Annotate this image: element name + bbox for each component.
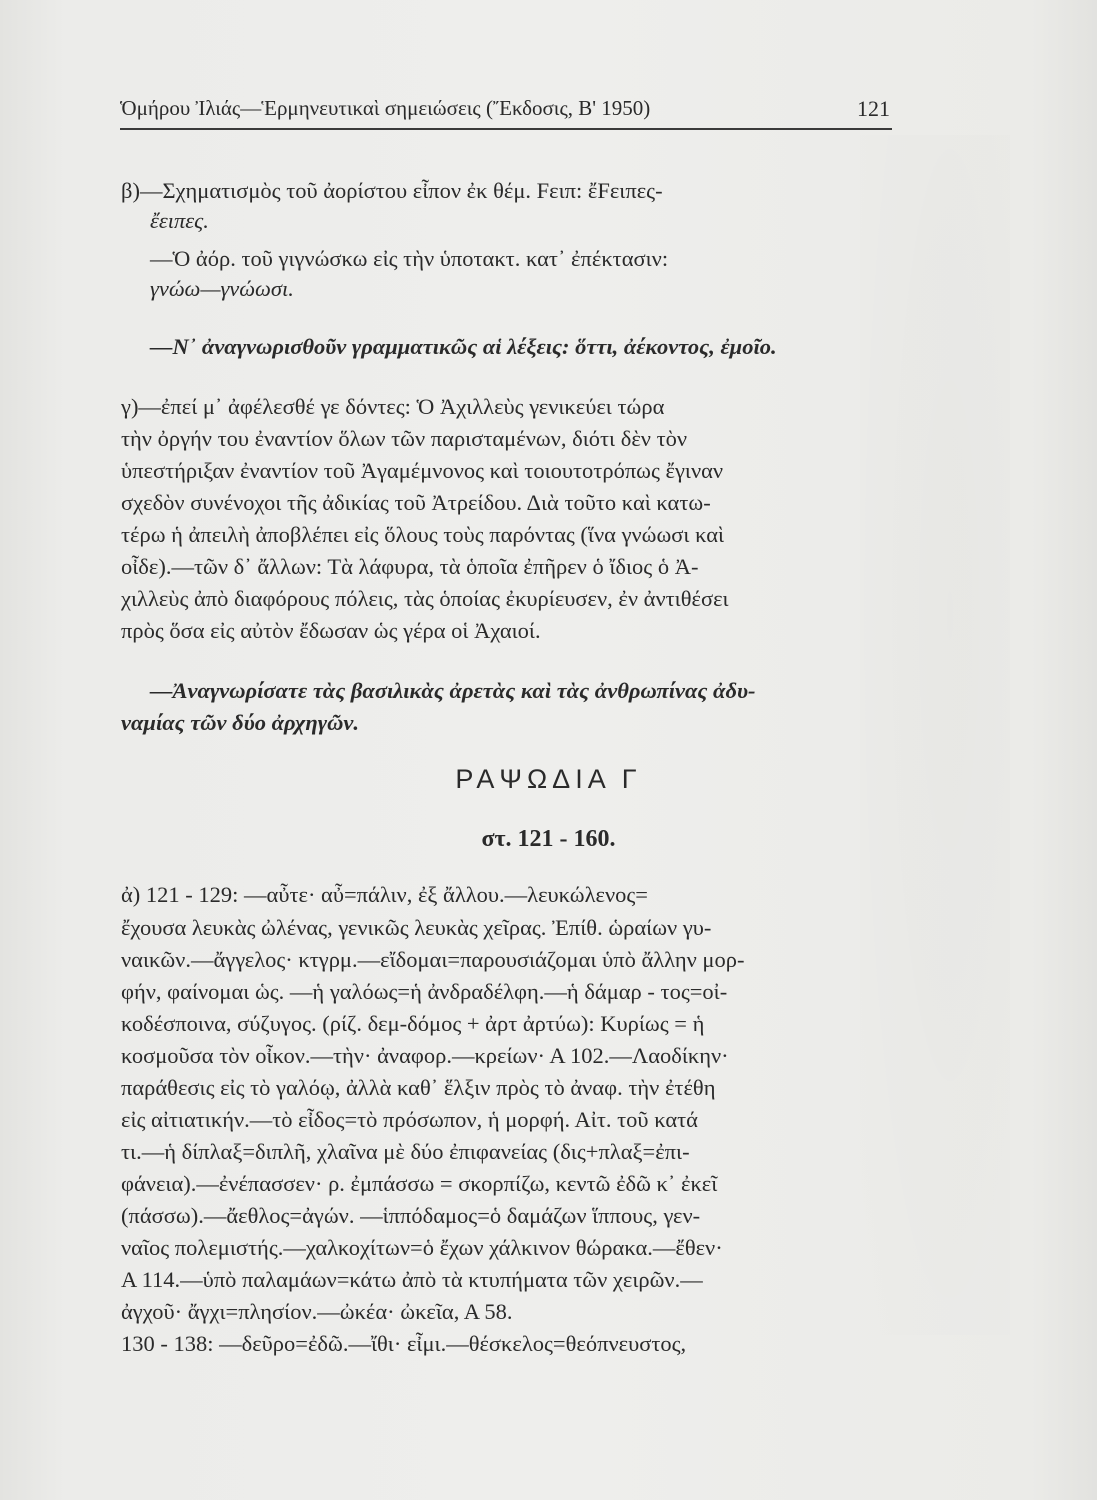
text-line: τι.—ἡ δίπλαξ=διπλῆ, χλαῖνα μὲ δύο ἐπιφανείας (δις+πλαξ=ἐπι-	[121, 1139, 690, 1164]
text-line: ἀ) 121 - 129: —αὖτε· αὖ=πάλιν, ἐξ ἄλλου.—λευκώλενος=	[121, 882, 648, 907]
text-line: χιλλεὺς ἀπὸ διαφόρους πόλεις, τὰς ὁποίας ἐκυρίευσεν, ἐν ἀντιθέσει	[121, 586, 729, 611]
text-line: ναικῶν.—ἄγγελος· κτγρμ.—εἴδομαι=παρουσιάζομαι ὑπὸ ἄλλην μορ-	[121, 947, 745, 972]
text-line: φήν, φαίνομαι ὡς. —ἡ γαλόως=ἡ ἀνδραδέλφη.—ἡ δάμαρ - τος=οἰ-	[121, 979, 728, 1004]
text-line: οἶδε).—τῶν δ᾿ ἄλλων: Τὰ λάφυρα, τὰ ὁποῖα ἐπῆρεν ὁ ἴδιος ὁ Ἀ-	[121, 554, 699, 579]
text-line: εἰς αἰτιατικήν.—τὸ εἶδος=τὸ πρόσωπον, ἡ μορφή. Αἰτ. τοῦ κατά	[121, 1107, 698, 1132]
text-line: κοσμοῦσα τὸν οἶκον.—τὴν· ἀναφορ.—κρείων· Α 102.—Λαοδίκην·	[121, 1043, 729, 1068]
header-rule	[120, 128, 892, 130]
running-header	[120, 96, 890, 126]
text-line: παράθεσις εἰς τὸ γαλόῳ, ἀλλὰ καθ᾿ ἕλξιν πρὸς τὸ ἀναφ. τὴν ἐτέθη	[121, 1075, 716, 1100]
text-line: τὴν ὀργήν του ἐναντίον ὅλων τῶν παρισταμένων, διότι δὲν τὸν	[121, 426, 688, 451]
text-line: (πάσσω).—ἄεθλος=ἀγών. —ἱππόδαμος=ὁ δαμάζων ἵππους, γεν-	[121, 1203, 701, 1228]
text-line: —Ὁ ἀόρ. τοῦ γιγνώσκω εἰς τὴν ὑποτακτ. κατ᾿ ἐπέκτασιν:	[150, 246, 669, 271]
text-line: ἔχουσα λευκὰς ὠλένας, γενικῶς λευκὰς χεῖρας. Ἐπίθ. ὡραίων γυ-	[121, 915, 712, 940]
section-subtitle: στ. 121 - 160.	[481, 826, 616, 852]
text-line: πρὸς ὅσα εἰς αὐτὸν ἔδωσαν ὡς γέρα οἱ Ἀχαιοί.	[121, 618, 541, 643]
text-line: ἔειπες.	[150, 208, 209, 233]
text-line: φάνεια).—ἐνέπασσεν· ρ. ἐμπάσσω = σκορπίζω, κεντῶ ἐδῶ κ᾿ ἐκεῖ	[121, 1171, 718, 1196]
text-line: γ)—ἐπεί μ᾿ ἀφέλεσθέ γε δόντες: Ὁ Ἀχιλλεὺς γενικεύει τώρα	[121, 394, 665, 419]
text-line: —Ἀναγνωρίσατε τὰς βασιλικὰς ἀρετὰς καὶ τὰς ἀνθρωπίνας ἀδυ-	[150, 678, 756, 703]
text-line: ναῖος πολεμιστής.—χαλκοχίτων=ὁ ἔχων χάλκινον θώρακα.—ἔθεν·	[121, 1235, 723, 1260]
page-bleed-through	[860, 135, 1010, 1335]
text-line: ἀγχοῦ· ἄγχι=πλησίον.—ὠκέα· ὠκεῖα, Α 58.	[121, 1299, 513, 1324]
text-line: 130 - 138: —δεῦρο=ἐδῶ.—ἴθι· εἶμι.—θέσκελος=θεόπνευστος,	[121, 1331, 687, 1356]
text-line: κοδέσποινα, σύζυγος. (ρίζ. δεμ-δόμος + ἀρτ ἀρτύω): Κυρίως = ἡ	[121, 1011, 705, 1036]
text-line: ὑπεστήριξαν ἐναντίον τοῦ Ἀγαμέμνονος καὶ τοιουτοτρόπως ἔγιναν	[121, 458, 724, 483]
running-header-title: Ὁμήρου Ἰλιάς—Ἑρμηνευτικαὶ σημειώσεις (Ἔκδοσις, Β' 1950)	[120, 96, 651, 120]
text-line: γνώω—γνώωσι.	[150, 276, 294, 301]
text-line: Α 114.—ὑπὸ παλαμάων=κάτω ἀπὸ τὰ κτυπήματα τῶν χειρῶν.—	[121, 1267, 703, 1292]
section-title: ΡΑΨΩΔΙΑ Γ	[455, 764, 642, 794]
text-line: ναμίας τῶν δύο ἀρχηγῶν.	[121, 710, 359, 735]
text-line: —Ν᾿ ἀναγνωρισθοῦν γραμματικῶς αἱ λέξεις: ὅττι, ἀέκοντος, ἐμοῖο.	[150, 334, 777, 359]
text-line: β)—Σχηματισμὸς τοῦ ἀορίστου εἶπον ἐκ θέμ. Fειπ: ἔFειπες-	[121, 178, 663, 203]
text-line: σχεδὸν συνένοχοι τῆς ἀδικίας τοῦ Ἀτρείδου. Διὰ τοῦτο καὶ κατω-	[121, 490, 711, 515]
page-number: 121	[857, 96, 890, 121]
text-line: τέρω ἡ ἀπειλὴ ἀποβλέπει εἰς ὅλους τοὺς παρόντας (ἵνα γνώωσι καὶ	[121, 522, 725, 547]
